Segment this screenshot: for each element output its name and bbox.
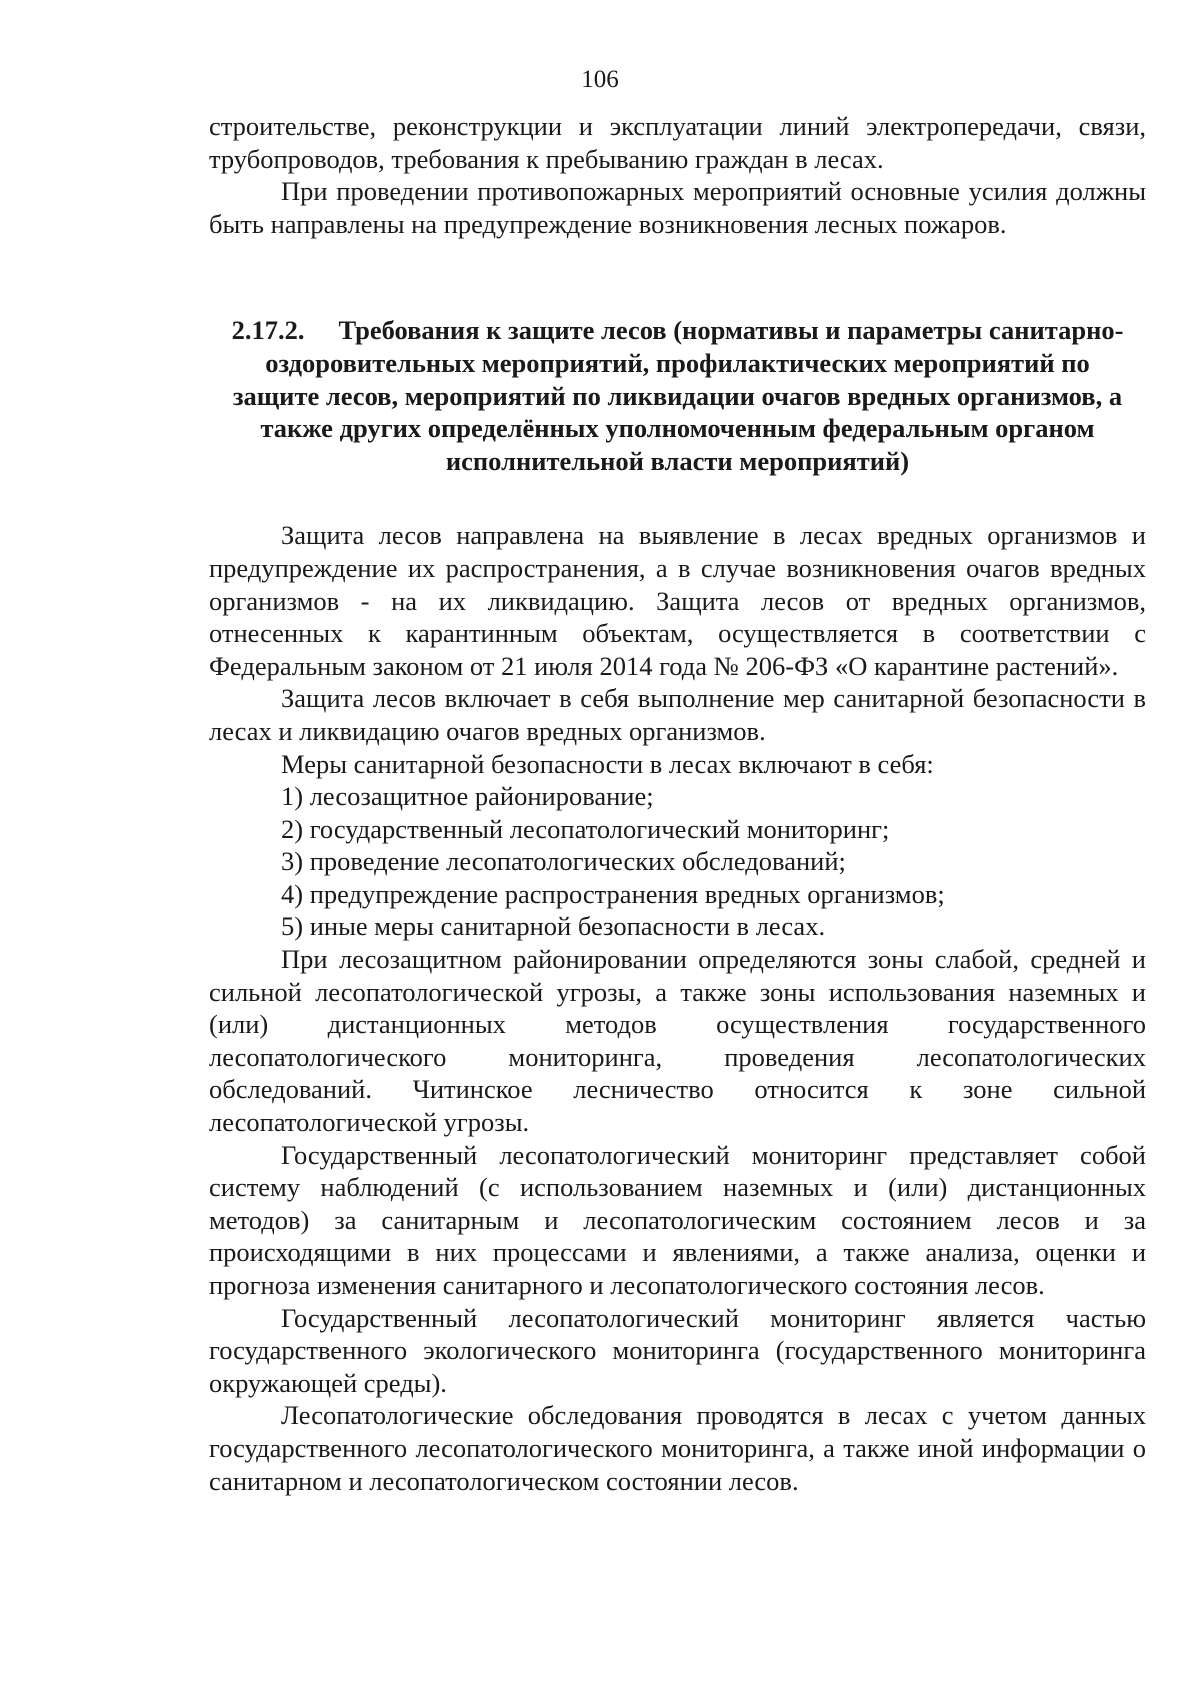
section-heading (209, 314, 1146, 477)
paragraph-continuation: строительстве, реконструкции и эксплуатации линий электропередачи, связи, трубопроводов, требования к пребыванию граждан в лесах. (209, 111, 1146, 174)
paragraph-forest-protection-scope: Защита лесов включает в себя выполнение мер санитарной безопасности в лесах и ликвидацию очагов вредных организмов. (209, 683, 1146, 746)
page-number: 106 (581, 66, 619, 93)
list-item: 4) предупреждение распространения вредных организмов; (281, 878, 945, 909)
paragraph-surveys: Лесопатологические обследования проводятся в лесах с учетом данных государственного лесопатологического мониторинга, а также иной информации о санитарном и лесопатологическом состоянии лесов. (209, 1400, 1146, 1496)
paragraph-fire-prevention: При проведении противопожарных мероприятий основные усилия должны быть направлены на предупреждение возникновения лесных пожаров. (209, 176, 1146, 239)
section-number: 2.17.2. (231, 315, 305, 346)
paragraph-monitoring-part: Государственный лесопатологический мониторинг является частью государственного экологического мониторинга (государственного мониторинга окружающей среды). (209, 1302, 1146, 1398)
page-content (209, 110, 1146, 1497)
paragraph-forest-protection-goal: Защита лесов направлена на выявление в лесах вредных организмов и предупреждение их распространения, а в случае возникновения очагов вредных организмов - на их ликвидацию. Защита лесов от вредных организмов, отнесенных к карантинным объектам, осуществляется в соответствии с Федеральным законом от 21 июля 2014 года № 206-ФЗ «О карантине растений». (209, 520, 1146, 681)
list-item: 1) лесозащитное районирование; (281, 781, 654, 812)
list-item: 3) проведение лесопатологических обследований; (281, 846, 846, 877)
list-item: 5) иные меры санитарной безопасности в лесах. (281, 911, 826, 942)
list-item: 2) государственный лесопатологический мониторинг; (281, 813, 890, 844)
paragraph-monitoring-definition: Государственный лесопатологический мониторинг представляет собой систему наблюдений (с использованием наземных и (или) дистанционных методов) за санитарным и лесопатологическим состоянием лесов и за происходящими в них процессами и явлениями, а также анализа, оценки и прогноза изменения санитарного и лесопатологического состояния лесов. (209, 1139, 1146, 1300)
section-title: Требования к защите лесов (нормативы и параметры санитарно-оздоровительных мероприятий, профилактических мероприятий по защите лесов, мероприятий по ликвидации очагов вредных организмов, а также других определённых уполномоченным федеральным органом исполнительной власти мероприятий) (232, 315, 1124, 476)
paragraph-zoning: При лесозащитном районировании определяются зоны слабой, средней и сильной лесопатологической угрозы, а также зоны использования наземных и (или) дистанционных методов осуществления государственного лесопатологического мониторинга, проведения лесопатологических обследований. Читинское лесничество относится к зоне сильной лесопатологической угрозы. (209, 944, 1146, 1138)
paragraph-sanitary-measures-intro: Меры санитарной безопасности в лесах включают в себя: (281, 748, 934, 779)
